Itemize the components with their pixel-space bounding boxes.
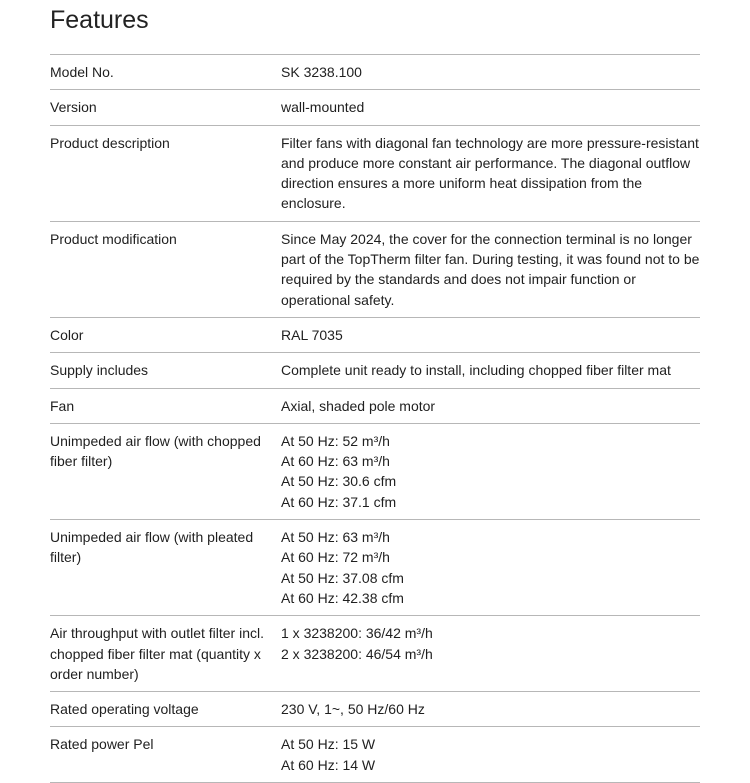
value-line: 1 x 3238200: 36/42 m³/h <box>281 625 433 642</box>
value-line: wall-mounted <box>281 99 365 116</box>
value-line: Axial, shaded pole motor <box>281 397 436 414</box>
row-label: Unimpeded air flow (with chopped fiber filter) <box>50 432 261 470</box>
value-line: At 60 Hz: 14 W <box>281 756 376 773</box>
row-label: Product modification <box>50 230 177 247</box>
value-line: Filter fans with diagonal fan technology are more pressure-resistant and produce more constant air performance. The diagonal outflow direction ensures a more uniform heat dissipation from the enclosure. <box>281 134 699 212</box>
row-label: Product description <box>50 134 170 151</box>
value-line: SK 3238.100 <box>281 64 362 80</box>
row-label: Supply includes <box>50 362 149 379</box>
table-row <box>50 616 700 692</box>
value-line: At 50 Hz: 15 W <box>281 736 376 753</box>
row-label: Rated power Pel <box>50 736 154 753</box>
row-label: Model No. <box>50 64 114 80</box>
row-value <box>281 360 700 380</box>
row-label: Fan <box>50 397 75 414</box>
value-line: RAL 7035 <box>281 326 343 343</box>
value-line: 2 x 3238200: 46/54 m³/h <box>281 645 433 662</box>
value-line: At 60 Hz: 37.1 cfm <box>281 493 397 510</box>
value-line: At 60 Hz: 63 m³/h <box>281 453 390 470</box>
row-value <box>281 527 700 608</box>
row-value <box>281 325 700 345</box>
row-label: Unimpeded air flow (with pleated filter) <box>50 529 254 566</box>
row-value <box>281 229 700 310</box>
value-line: Since May 2024, the cover for the connection terminal is no longer part of the TopTherm filter fan. During testing, it was found not to be required by the standards and does not impair function or operational safety. <box>281 230 700 308</box>
table-row <box>50 318 700 353</box>
features-table <box>50 54 700 783</box>
value-line: At 50 Hz: 63 m³/h <box>281 529 390 546</box>
table-row <box>50 222 700 318</box>
value-line: At 50 Hz: 30.6 cfm <box>281 473 397 490</box>
table-row <box>50 424 700 520</box>
row-label: Rated operating voltage <box>50 701 199 718</box>
table-row <box>50 55 700 90</box>
row-label: Version <box>50 99 97 116</box>
value-line: At 60 Hz: 42.38 cfm <box>281 589 404 606</box>
row-label: Color <box>50 326 84 343</box>
value-line: At 50 Hz: 52 m³/h <box>281 432 390 449</box>
table-row <box>50 727 700 783</box>
row-value <box>281 734 700 775</box>
table-row <box>50 520 700 616</box>
table-row <box>50 126 700 222</box>
features-section <box>50 0 700 783</box>
row-value <box>281 133 700 214</box>
table-row <box>50 692 700 727</box>
row-value <box>281 623 700 684</box>
value-line: At 60 Hz: 72 m³/h <box>281 549 390 566</box>
page-title: Features <box>50 6 149 34</box>
value-line: 230 V, 1~, 50 Hz/60 Hz <box>281 701 425 718</box>
row-label: Air throughput with outlet filter incl. chopped fiber filter mat (quantity x order number) <box>50 625 264 682</box>
row-value <box>281 396 700 416</box>
row-value <box>281 431 700 512</box>
table-row <box>50 389 700 424</box>
value-line: At 50 Hz: 37.08 cfm <box>281 569 404 586</box>
row-value <box>281 699 700 719</box>
row-value <box>281 62 700 82</box>
value-line: Complete unit ready to install, including chopped fiber filter mat <box>281 362 671 379</box>
row-value <box>281 97 700 117</box>
table-row <box>50 90 700 125</box>
table-row <box>50 353 700 388</box>
